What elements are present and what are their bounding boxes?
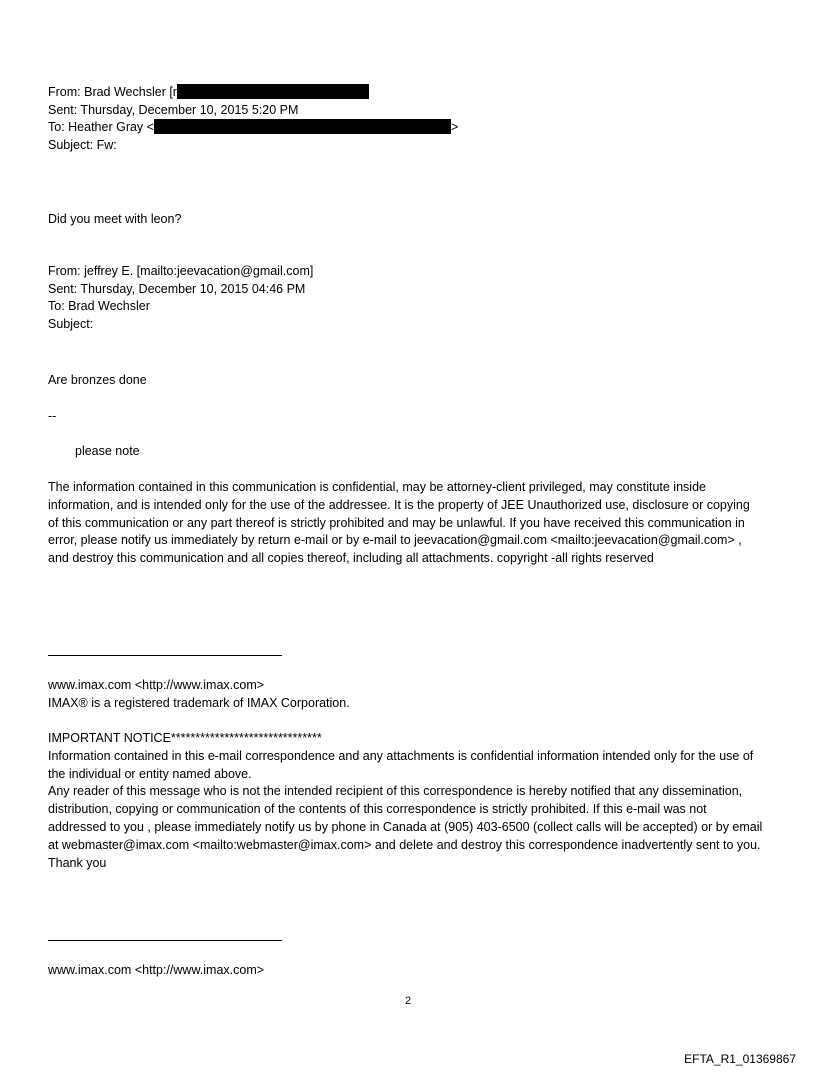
- redaction-bar: [154, 119, 451, 134]
- outer-from-line: [48, 84, 458, 102]
- footer-divider: [48, 655, 282, 656]
- footer-divider-2: [48, 940, 282, 941]
- confidential-notice: The information contained in this communication is confidential, may be attorney-client privileged, may constitute inside information, and is intended only for the use of the addressee. It is the property of JEE Unauthorized use, disclosure or copying of this communication or any part thereof is strictly prohibited and may be unlawful. If you have received this communication in error, please notify us immediately by return e-mail or by e-mail to jeevacation@gmail.com <mailto:jeevacation@gmail.com> , and destroy this communication and all copies thereof, including all attachments. copyright -all rights reserved: [48, 480, 750, 566]
- imax-footer-1: [48, 677, 350, 712]
- important-notice: [48, 730, 763, 872]
- outer-to-text: To: Heather Gray <: [48, 120, 154, 135]
- outer-body: Did you meet with leon?: [48, 212, 182, 226]
- outer-to-line: [48, 119, 458, 137]
- inner-to-line: To: Brad Wechsler: [48, 299, 150, 314]
- signature-separator: --: [48, 409, 57, 423]
- inner-from-line: From: jeffrey E. [mailto:jeevacation@gmail.com]: [48, 264, 314, 278]
- outer-from-text: From: Brad Wechsler [r: [48, 85, 177, 99]
- outer-to-close: >: [450, 120, 459, 135]
- page-number: 2: [404, 995, 412, 1007]
- inner-subject-line: Subject:: [48, 316, 94, 331]
- imax-trademark: IMAX® is a registered trademark of IMAX Corporation.: [48, 695, 350, 710]
- outer-subject-line: Subject: Fw:: [48, 137, 117, 152]
- inner-body: Are bronzes done: [48, 373, 147, 387]
- imax-url-1: www.imax.com <http://www.imax.com>: [48, 678, 265, 692]
- redaction-bar: [177, 84, 369, 99]
- important-notice-line1: Information contained in this e-mail correspondence and any attachments is confidential information intended only for the use of the individual or entity named above.: [48, 748, 754, 781]
- inner-email-header: [48, 263, 313, 333]
- important-notice-title: IMPORTANT NOTICE*******************************: [48, 731, 322, 745]
- imax-url-2: www.imax.com <http://www.imax.com>: [48, 963, 265, 977]
- inner-sent-line: Sent: Thursday, December 10, 2015 04:46 PM: [48, 281, 306, 296]
- bates-number: EFTA_R1_01369867: [684, 1052, 796, 1066]
- outer-sent-line: Sent: Thursday, December 10, 2015 5:20 PM: [48, 102, 299, 117]
- important-notice-line2: Any reader of this message who is not the intended recipient of this correspondence is hereby notified that any dissemination, distribution, copying or communication of the contents of this correspondence is strictly prohibited. If this e-mail was not addressed to you , please immediately notify us by phone in Canada at (905) 403-6500 (collect calls will be accepted) or by email at webmaster@imax.com <mailto:webmaster@imax.com> and delete and destroy this correspondence inadvertently sent to you. Thank you: [48, 784, 763, 870]
- outer-email-header: [48, 84, 458, 154]
- please-note: please note: [75, 444, 140, 458]
